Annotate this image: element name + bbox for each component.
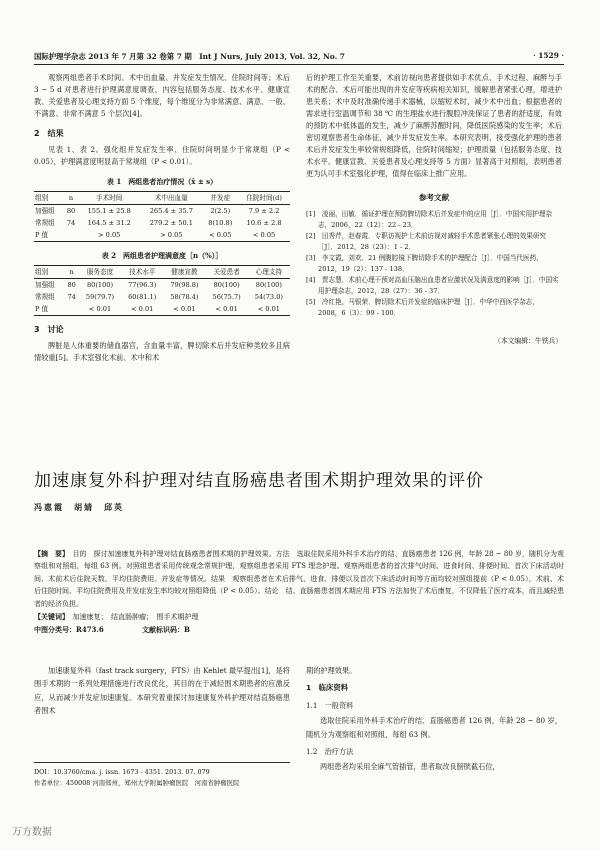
table1-cell: 74 — [66, 219, 76, 227]
table2-cell: 60(81.1) — [128, 293, 157, 301]
doc-code-value: B — [183, 625, 190, 635]
right-column — [306, 72, 562, 347]
table2-col-header: 组别 — [35, 268, 49, 276]
table1-col-header: 并发症 — [210, 194, 231, 202]
running-header — [34, 50, 564, 65]
table2 — [34, 265, 290, 316]
intro-paragraph: 加速康复外科（fast track surgery，FTS）由 Kehlet 最早提出[1]，是将围手术期的一系列处理措施进行改良优化，其目的在于减轻围术期患者的应激反应，从而减少并发症加速康复。本研究着重探讨加速康复外科护理对结直肠癌患者围术 — [34, 666, 290, 716]
section1-heading: 1 临床资料 — [306, 683, 349, 693]
table2-cell: 54(73.0) — [254, 293, 283, 301]
table1-cell: < 0.05 — [252, 231, 276, 239]
table1-cell: < 0.05 — [209, 231, 232, 239]
section1-2-heading: 1.2 治疗方法 — [306, 747, 354, 757]
table2-cell: P 值 — [35, 305, 49, 313]
table1-header-row — [34, 192, 290, 205]
abstract-paragraph — [34, 548, 564, 610]
table1-col-header: 组别 — [35, 194, 49, 202]
table1-cell: 265.4 ± 35.7 — [149, 207, 193, 215]
keywords-label: 【关键词】 — [34, 613, 66, 622]
table2-cell: < 0.01 — [257, 305, 281, 313]
table2-row — [34, 303, 290, 316]
abstract-text: 目的 探讨加速康复外科护理对结直肠癌患者围术期的护理效果。方法 选取住院采用外科手术治疗的结、直肠癌患者 126 例，年龄 28 ~ 80 岁，随机分为观察组和对照组，每组 63 例。对照组患者采用传统观念常规护理，观察组患者采用 FTS 理念护理。观察两组患者的首次排气时间、进食时间、排便时间、首次下床活动时间、术前术后住院天数、平均住院费用、并发症等情况。结果 观察组患者在术后排气、进食、排便以及首次下床活动时间等方面均较对照组提前（P < 0.05），术前、术后住院时间、平均住院费用及并发症发生率均较对照组降低（P < 0.05）。结论 结、直肠癌患者围术期应用 FTS 方法加快了术后康复，不仅降低了医疗成本，而且减轻患者的经济负担。 — [34, 550, 565, 608]
watermark: 万方数据 — [12, 827, 52, 838]
discussion-continuation: 后的护理工作至关重要，术前访视向患者提供如手术优点、手术过程、麻醉与手术的配合、术后可能出现的并发症等疾病相关知识，缓解患者紧张心理，增进护患关系；术中及时准确传递手术器械，以缩短术时，减少术中出血；根据患者的需求进行室温调节和 38 ℃ 的生理盐水进行腹腔冲洗保证了患者的舒适度，有效的预防术中低体温的发生，减少了麻醉苏醒时间，降低医院感染的发生率；术后密切观察患者生命体征，减少并发症发生率。本研究表明，接受强化护理的患者术后并发症发生率较常规组降低，住院时间缩短；护理质量（包括服务态度、技术水平、健康宣教、关爱患者及心理支持等 5 方面）显著高于对照组，表明患者更为认可手术室强化护理，值得在临床上推广应用。 — [306, 73, 562, 178]
doc-code-label: 文献标识码： — [141, 626, 184, 635]
table2-cell: 56(75.7) — [212, 293, 241, 301]
classification-line — [34, 624, 564, 636]
reference-item: [2] 田秀芹，赵春霞．专职访视护士术前访视对减轻手术患者紧张心理的效果研究［J］．2012，28（23）：1 - 2． — [306, 232, 547, 251]
reference-item: [3] 李文霞，刘欢．21 例腹腔镜下脾切除手术的护理配合［J］．中国当代医药，2012，19（2）：137 - 138． — [306, 254, 543, 273]
table2-cell: 80(100) — [213, 281, 240, 289]
table2-cell: 80 — [67, 281, 76, 289]
table2-cell: 59(79.7) — [85, 293, 115, 301]
article-body-left — [34, 664, 290, 718]
discussion-heading: 3 讨论 — [34, 325, 64, 334]
table1-cell: 加强组 — [35, 207, 55, 215]
table2-cell: 58(78.4) — [170, 293, 199, 301]
table1 — [34, 191, 290, 242]
keywords-text: 加速康复； 结直肠肿瘤； 围手术期护理 — [72, 613, 199, 622]
section1-1-text: 选取住院采用外科手术治疗的结、直肠癌患者 126 例，年龄 28 ~ 80 岁，随机分为观察组和对照组，每组 63 例。 — [306, 716, 562, 739]
editor-note: （本文编辑：牛铁兵） — [494, 337, 562, 345]
table2-header-row — [34, 266, 290, 279]
table2-col-header: 服务态度 — [86, 268, 114, 276]
table1-cell: 2(2.5) — [210, 207, 231, 215]
discussion-paragraph: 脾脏是人体重要的储血器官，含血量丰富，脾切除术后并发症种类较多且病情较重[5]。手术室强化术前、术中和术 — [34, 341, 290, 362]
table1-cell: 164.5 ± 31.2 — [87, 219, 131, 227]
table2-caption: 表 2 两组患者护理满意度［n（%）］ — [101, 251, 223, 260]
table1-col-header: 手术时间 — [96, 194, 123, 202]
table1-cell: > 0.05 — [160, 231, 183, 239]
table2-cell: < 0.01 — [131, 305, 154, 313]
table1-cell: 10.6 ± 2.8 — [246, 219, 282, 227]
table2-cell: < 0.01 — [88, 305, 112, 313]
affiliation: 作者单位：450008 河南郑州，郑州大学附属肿瘤医院 河南省肿瘤医院 — [34, 779, 240, 787]
doc-code-field — [142, 626, 190, 634]
references-heading: 参考文献 — [418, 193, 450, 202]
table2-col-header: n — [69, 268, 74, 276]
table2-row — [34, 279, 290, 292]
reference-item: [4] 贾志慧．术前心理干预对高血压脑出血患者应激状况及满意度的影响［J］．中国实用护理杂志，2012，28（27）：36 - 37． — [306, 276, 559, 295]
table1-cell — [64, 229, 78, 242]
table2-cell: < 0.01 — [215, 305, 238, 313]
clc-value: R473.6 — [76, 625, 104, 635]
table1-cell: 7.9 ± 2.2 — [248, 207, 280, 215]
reference-item: [5] 冷红艳，马银荣．脾切除术后并发症的临床护理［J］．中华中西医学杂志，2008，6（3）：99 - 100． — [306, 298, 539, 317]
table2-col-header: 技术水平 — [129, 268, 156, 276]
table2-cell: 74 — [67, 293, 76, 301]
table1-row — [34, 217, 290, 229]
abstract-label: 【摘 要】 — [34, 550, 66, 558]
footnote — [34, 762, 290, 789]
results-heading: 2 结果 — [34, 129, 64, 138]
article-authors: 冯惠霞 胡婧 邱英 — [34, 502, 124, 512]
table2-cell — [64, 303, 79, 316]
table2-col-header: 健康宣教 — [171, 268, 198, 276]
table1-cell: 8(10.8) — [208, 219, 233, 227]
abstract-block — [34, 548, 564, 637]
table2-cell: 77(96.3) — [128, 281, 157, 289]
table2-cell: < 0.01 — [173, 305, 196, 313]
journal-citation: 国际护理学杂志 2013 年 7 月第 32 卷第 7 期 Int J Nurs, July 2013, Vol. 32, No. 7 — [34, 52, 345, 61]
table1-col-header: n — [68, 194, 74, 202]
clc-field — [34, 626, 104, 634]
table2-col-header: 关爱患者 — [213, 268, 240, 276]
table2-cell: 常规组 — [35, 293, 55, 301]
table2-row — [34, 291, 290, 303]
table1-row — [34, 205, 290, 218]
table1-cell: 80 — [66, 207, 76, 215]
table2-cell: 79(98.8) — [170, 281, 199, 289]
left-column — [34, 72, 290, 364]
table2-cell: 80(100) — [86, 281, 114, 289]
results-paragraph: 见表 1、表 2。强化组并发症发生率、住院时间明显少于常规组（P < 0.05），护理满意度明显高于常规组（P < 0.01）。 — [34, 145, 290, 166]
table1-row — [34, 229, 290, 242]
table1-col-header: 住院时间(d) — [246, 194, 282, 202]
table1-cell: 常规组 — [35, 219, 55, 227]
doi: DOI：10.3760/cma. j. issn. 1673 - 4351. 2013. 07. 079 — [34, 768, 210, 776]
article-title: 加速康复外科护理对结直肠癌患者围术期护理效果的评价 — [34, 471, 484, 491]
table1-col-header: 术中出血量 — [154, 194, 188, 202]
table2-cell: 加强组 — [35, 281, 55, 289]
table1-cell: 155.1 ± 25.8 — [87, 207, 131, 215]
table1-caption: 表 1 两组患者治疗情况（x̄ ± s） — [106, 177, 218, 186]
table1-cell: P 值 — [35, 231, 49, 239]
clc-label: 中图分类号： — [34, 626, 76, 635]
table1-cell: > 0.05 — [98, 231, 121, 239]
methods-paragraph: 观察两组患者手术时间、术中出血量、并发症发生情况、住院时间等；术后 3 ~ 5 d 对患者进行护理满意度调查，内容包括服务态度、技术水平、健康宣教、关爱患者及心理支持方面 5 个维度，每个维度分为非常满意、满意、一般、不满意、非常不满意 5 个层次[4]。 — [34, 73, 290, 118]
section1-1-heading: 1.1 一般资料 — [306, 700, 354, 710]
reference-item: [1] 凌丽，田敏．循证护理在预防脾切除术后并发症中的应用［J］．中国实用护理杂志，2006，22（12）：22 - 23． — [306, 210, 553, 229]
article-body-right — [306, 664, 562, 774]
section1-2-text: 两组患者均采用全麻气管插管，患者取改良膀胱截石位， — [320, 762, 500, 772]
keywords-line — [34, 611, 564, 623]
page-number: · 1529 · — [533, 51, 564, 60]
table2-cell: 80(100) — [255, 281, 282, 289]
intro-continuation: 期的护理效果。 — [306, 666, 357, 675]
table1-cell: 279.2 ± 50.1 — [149, 219, 193, 227]
table2-col-header: 心理支持 — [255, 268, 283, 276]
